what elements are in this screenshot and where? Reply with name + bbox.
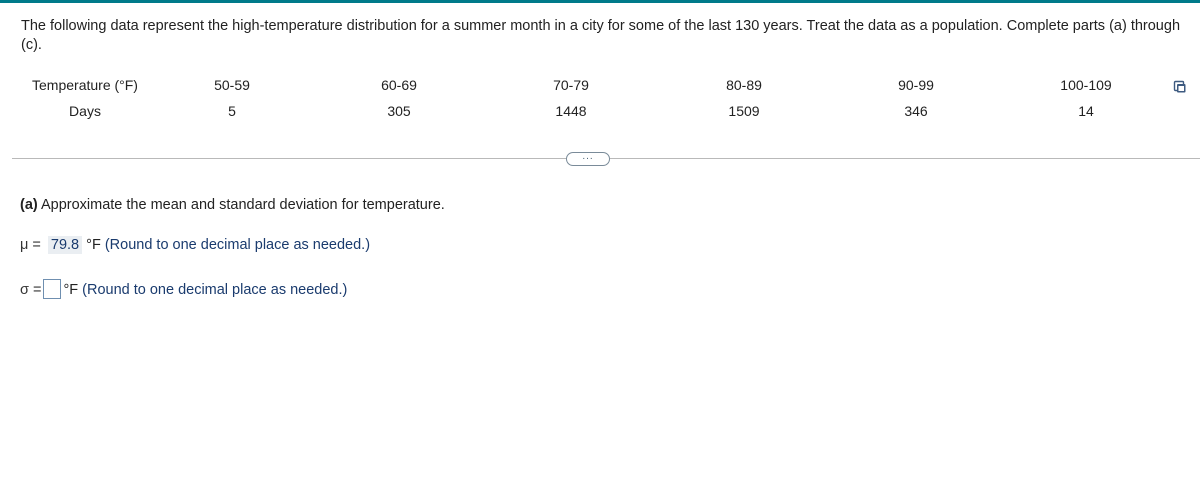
copy-icon[interactable]	[1173, 80, 1187, 94]
sd-unit: °F	[63, 282, 79, 298]
mean-answer-line	[20, 236, 370, 254]
top-accent-bar	[0, 0, 1200, 3]
temperature-cell: 50-59	[214, 77, 250, 93]
sd-round-hint: (Round to one decimal place as needed.)	[82, 282, 348, 298]
days-cell: 305	[387, 103, 411, 119]
data-table	[0, 74, 1200, 134]
row-label-days: Days	[69, 103, 101, 119]
temperature-cell: 60-69	[381, 77, 417, 93]
sigma-symbol: σ =	[20, 282, 42, 298]
temperature-cell: 90-99	[898, 77, 934, 93]
part-a-text: Approximate the mean and standard deviation for temperature.	[40, 197, 445, 213]
temperature-cell: 70-79	[553, 77, 589, 93]
expand-button[interactable]: ...	[566, 152, 610, 166]
temperature-cell: 80-89	[726, 77, 762, 93]
question-intro: The following data represent the high-temperature distribution for a summer month in a city for some of the last 130 years. Treat the data as a population. Complete parts (a) through (c).	[21, 18, 1181, 53]
sd-answer-line	[20, 279, 347, 299]
temperature-cell: 100-109	[1060, 77, 1112, 93]
days-cell: 14	[1078, 103, 1094, 119]
part-a-label: (a)	[20, 197, 38, 213]
mean-unit: °F	[86, 237, 101, 253]
row-label-temperature: Temperature (°F)	[32, 77, 138, 93]
days-cell: 1509	[728, 103, 760, 119]
days-cell: 5	[228, 103, 236, 119]
part-a-prompt	[20, 197, 445, 213]
mean-round-hint: (Round to one decimal place as needed.)	[104, 237, 371, 253]
days-cell: 1448	[555, 103, 587, 119]
days-cell: 346	[904, 103, 928, 119]
sd-answer-input[interactable]	[43, 279, 61, 299]
mu-symbol: μ =	[20, 237, 41, 253]
mean-answer-value: 79.8	[48, 236, 82, 254]
